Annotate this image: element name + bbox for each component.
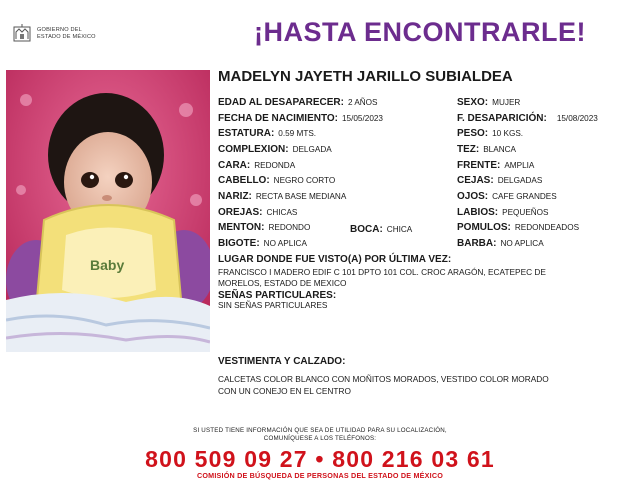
commission-name: COMISIÓN DE BÚSQUEDA DE PERSONAS DEL ESTADO DE MÉXICO xyxy=(196,471,444,480)
field-frente: FRENTE: AMPLIA xyxy=(457,160,535,171)
vestimenta-line-2: CON UN CONEJO EN EL CENTRO xyxy=(218,386,351,396)
photo-illustration xyxy=(6,70,210,352)
field-boca: BOCA: CHICA xyxy=(350,224,413,235)
field-cara: CARA: REDONDA xyxy=(218,160,296,171)
location-line-2: MORELOS, ESTADO DE MEXICO xyxy=(218,278,347,288)
field-nariz: NARIZ: RECTA BASE MEDIANA xyxy=(218,191,347,202)
field-cejas: CEJAS: DELGADAS xyxy=(457,175,543,186)
location-line-1: FRANCISCO I MADERO EDIF C 101 DPTO 101 COL. CROC ARAGÓN, ECATEPEC DE xyxy=(218,267,546,277)
field-sexo: SEXO: MUJER xyxy=(457,97,521,108)
field-menton: MENTON: REDONDO xyxy=(218,222,311,233)
senas-label: SEÑAS PARTICULARES: xyxy=(218,290,337,301)
government-logo xyxy=(12,22,132,46)
field-nacimiento: FECHA DE NACIMIENTO: 15/05/2023 xyxy=(218,113,383,124)
field-estatura: ESTATURA: 0.59 MTS. xyxy=(218,128,317,139)
field-bigote: BIGOTE: NO APLICA xyxy=(218,238,307,249)
senas-value: SIN SEÑAS PARTICULARES xyxy=(218,300,328,310)
field-desaparicion: F. DESAPARICIÓN: 15/08/2023 xyxy=(457,113,598,124)
field-ojos: OJOS: CAFE GRANDES xyxy=(457,191,557,202)
field-cabello: CABELLO: NEGRO CORTO xyxy=(218,175,336,186)
logo-line-2: ESTADO DE MÉXICO xyxy=(37,34,96,40)
footer-note-line-1: SI USTED TIENE INFORMACIÓN QUE SEA DE UTILIDAD PARA SU LOCALIZACIÓN, xyxy=(193,427,447,434)
field-pomulos: POMULOS: REDONDEADOS xyxy=(457,222,580,233)
logo-line-1: GOBIERNO DEL xyxy=(37,27,82,33)
footer-note-line-2: COMUNÍQUESE A LOS TELÉFONOS: xyxy=(263,435,377,442)
person-name: MADELYN JAYETH JARILLO SUBIALDEA xyxy=(218,68,513,85)
headline: ¡HASTA ENCONTRARLE! xyxy=(254,17,586,47)
bib-text: Baby xyxy=(90,257,125,273)
location-label: LUGAR DONDE FUE VISTO(A) POR ÚLTIMA VEZ: xyxy=(218,254,452,265)
field-edad: EDAD AL DESAPARECER: 2 AÑOS xyxy=(218,97,378,108)
field-barba: BARBA: NO APLICA xyxy=(457,238,544,249)
field-labios: LABIOS: PEQUEÑOS xyxy=(457,207,549,218)
field-peso: PESO: 10 KGS. xyxy=(457,128,524,139)
vestimenta-line-1: CALCETAS COLOR BLANCO CON MOÑITOS MORADOS, VESTIDO COLOR MORADO xyxy=(218,374,549,384)
state-seal-icon xyxy=(12,23,32,45)
field-complexion: COMPLEXION: DELGADA xyxy=(218,144,332,155)
field-orejas: OREJAS: CHICAS xyxy=(218,207,298,218)
missing-person-photo xyxy=(6,70,210,352)
vestimenta-label: VESTIMENTA Y CALZADO: xyxy=(218,356,346,367)
field-tez: TEZ: BLANCA xyxy=(457,144,516,155)
phone-numbers: 800 509 09 27 • 800 216 03 61 xyxy=(145,446,495,472)
